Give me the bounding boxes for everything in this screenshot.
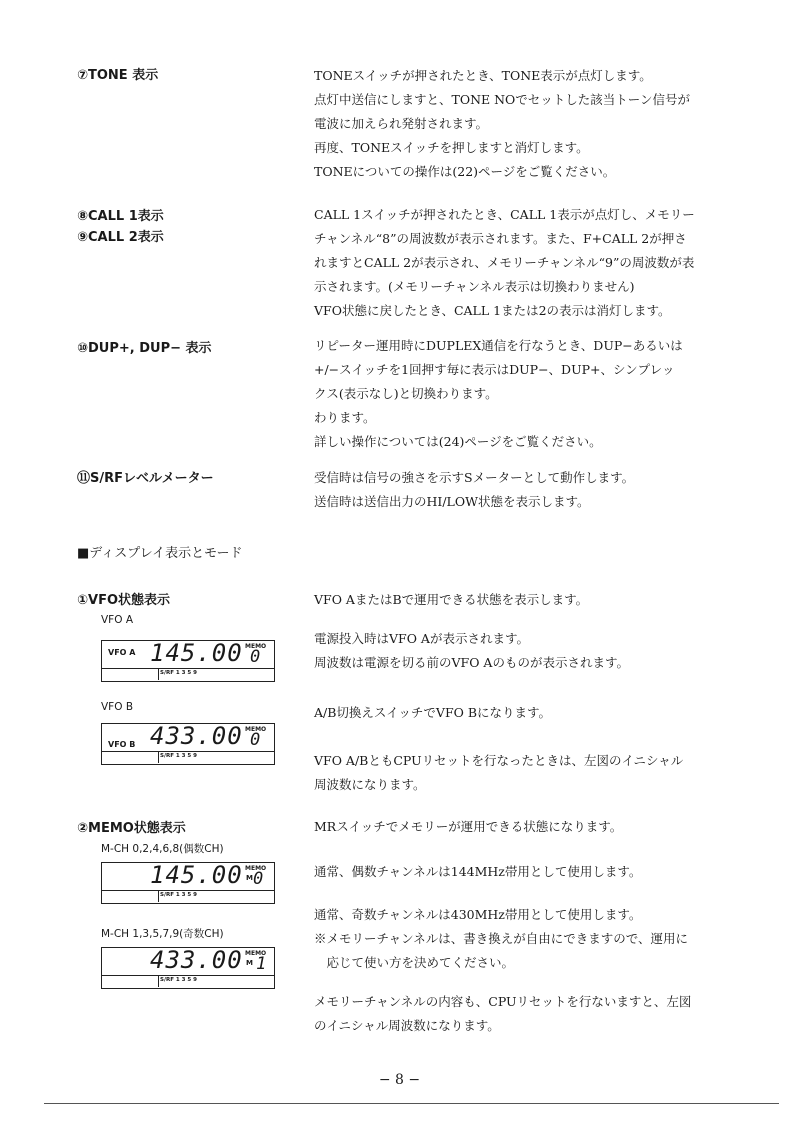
text-line: 電波に加えられ発射されます。 <box>314 116 489 131</box>
memo-reset-description <box>314 990 691 1038</box>
text-line: VFO A/BともCPUリセットを行なったときは、左図のイニシャル <box>314 753 684 768</box>
call1-label: ⑧CALL 1表示 <box>77 209 164 224</box>
meter-label: ⑪S/RFレベルメーター <box>77 471 214 486</box>
vfo-a-caption: VFO A <box>101 614 134 626</box>
lcd-memo-tag: MEMO <box>245 726 267 733</box>
lcd-vfo-b <box>101 723 275 765</box>
tone-description <box>314 64 690 184</box>
memo-intro: MRスイッチでメモリーが運用できる状態になります。 <box>314 819 623 834</box>
lcd-segment <box>102 890 159 902</box>
lcd-channel: 0 <box>250 730 261 750</box>
text-line: のイニシャル周波数になります。 <box>314 1018 500 1033</box>
text-line: 周波数は電源を切る前のVFO Aのものが表示されます。 <box>314 655 629 670</box>
vfo-a-description <box>314 627 629 675</box>
vfo-intro: VFO AまたはBで運用できる状態を表示します。 <box>314 592 589 607</box>
call2-label: ⑨CALL 2表示 <box>77 230 164 245</box>
lcd-channel: 0 <box>253 869 264 889</box>
text-line: +/−スイッチを1回押す毎に表示はDUP−、DUP+、シンプレッ <box>314 362 675 377</box>
text-line: 詳しい操作については(24)ページをご覧ください。 <box>314 434 602 449</box>
memo-even-description: 通常、偶数チャンネルは144MHz帯用として使用します。 <box>314 864 642 879</box>
text-line: VFO状態に戻したとき、CALL 1または2の表示は消灯します。 <box>314 303 671 318</box>
lcd-segment <box>102 975 159 987</box>
text-line: 受信時は信号の強さを示すSメーターとして動作します。 <box>314 470 635 485</box>
memo-even-caption: M-CH 0,2,4,6,8(偶数CH) <box>101 843 224 855</box>
lcd-frequency: 433.00 <box>150 946 243 974</box>
text-line: 通常、奇数チャンネルは430MHz帯用として使用します。 <box>314 907 642 922</box>
vfo-b-description: A/B切換えスイッチでVFO Bになります。 <box>314 705 552 720</box>
lcd-memory-prefix: M <box>246 959 253 967</box>
text-line: 点灯中送信にしますと、TONE NOでセットした該当トーン信号が <box>314 92 691 107</box>
dup-description <box>314 334 683 454</box>
lcd-channel: 0 <box>250 647 261 667</box>
call-description <box>314 203 695 323</box>
lcd-memo-tag: MEMO <box>245 643 267 650</box>
lcd-segment <box>102 751 159 763</box>
lcd-channel: 1 <box>256 954 267 974</box>
text-line: 示されます。(メモリーチャンネル表示は切換わりません) <box>314 279 635 294</box>
lcd-meter-scale: S/RF 1 3 5 9 <box>160 977 197 983</box>
text-line: わります。 <box>314 410 376 425</box>
memo-odd-description <box>314 903 688 975</box>
lcd-meter-scale: S/RF 1 3 5 9 <box>160 753 197 759</box>
text-line: 周波数になります。 <box>314 777 426 792</box>
text-line: チャンネル“8”の周波数が表示されます。また、F+CALL 2が押さ <box>314 231 687 246</box>
text-line: クス(表示なし)と切換わります。 <box>314 386 498 401</box>
text-line: メモリーチャンネルの内容も、CPUリセットを行ないますと、左図 <box>314 994 692 1009</box>
lcd-memory-prefix: M <box>246 874 253 882</box>
text-line: リピーター運用時にDUPLEX通信を行なうとき、DUP−あるいは <box>314 338 683 353</box>
lcd-memo-tag: MEMO <box>245 950 267 957</box>
tone-label: ⑦TONE 表示 <box>77 68 159 83</box>
lcd-segment <box>102 668 159 680</box>
memo-odd-caption: M-CH 1,3,5,7,9(奇数CH) <box>101 928 224 940</box>
vfo-label: ①VFO状態表示 <box>77 593 170 608</box>
text-line: 再度、TONEスイッチを押しますと消灯します。 <box>314 140 589 155</box>
lcd-vfo-a <box>101 640 275 682</box>
lcd-mode-label: VFO A <box>108 648 136 657</box>
lcd-frequency: 145.00 <box>150 639 243 667</box>
lcd-memo-tag: MEMO <box>245 865 267 872</box>
text-line: 電源投入時はVFO Aが表示されます。 <box>314 631 529 646</box>
text-line: ※メモリーチャンネルは、書き換えが自由にできますので、運用に <box>314 931 689 946</box>
lcd-frequency: 433.00 <box>150 722 243 750</box>
vfo-b-caption: VFO B <box>101 701 134 713</box>
page-number: − 8 − <box>378 1072 421 1088</box>
text-line: CALL 1スイッチが押されたとき、CALL 1表示が点灯し、メモリー <box>314 207 695 222</box>
lcd-memo-odd <box>101 947 275 989</box>
text-line: TONEについての操作は(22)ページをご覧ください。 <box>314 164 616 179</box>
text-line: 送信時は送信出力のHI/LOW状態を表示します。 <box>314 494 590 509</box>
lcd-frequency: 145.00 <box>150 861 243 889</box>
dup-label: ⑩DUP+, DUP− 表示 <box>77 341 212 356</box>
lcd-meter-scale: S/RF 1 3 5 9 <box>160 670 197 676</box>
memo-label: ②MEMO状態表示 <box>77 821 186 836</box>
lcd-mode-label: VFO B <box>108 740 136 749</box>
bottom-rule <box>44 1103 779 1104</box>
vfo-reset-description <box>314 749 683 797</box>
lcd-meter-scale: S/RF 1 3 5 9 <box>160 892 197 898</box>
text-line: 応じて使い方を決めてください。 <box>314 955 515 970</box>
meter-description <box>314 466 634 514</box>
text-line: れますとCALL 2が表示され、メモリーチャンネル“9”の周波数が表 <box>314 255 695 270</box>
section-heading: ■ディスプレイ表示とモード <box>77 546 243 561</box>
lcd-memo-even <box>101 862 275 904</box>
text-line: TONEスイッチが押されたとき、TONE表示が点灯します。 <box>314 68 652 83</box>
